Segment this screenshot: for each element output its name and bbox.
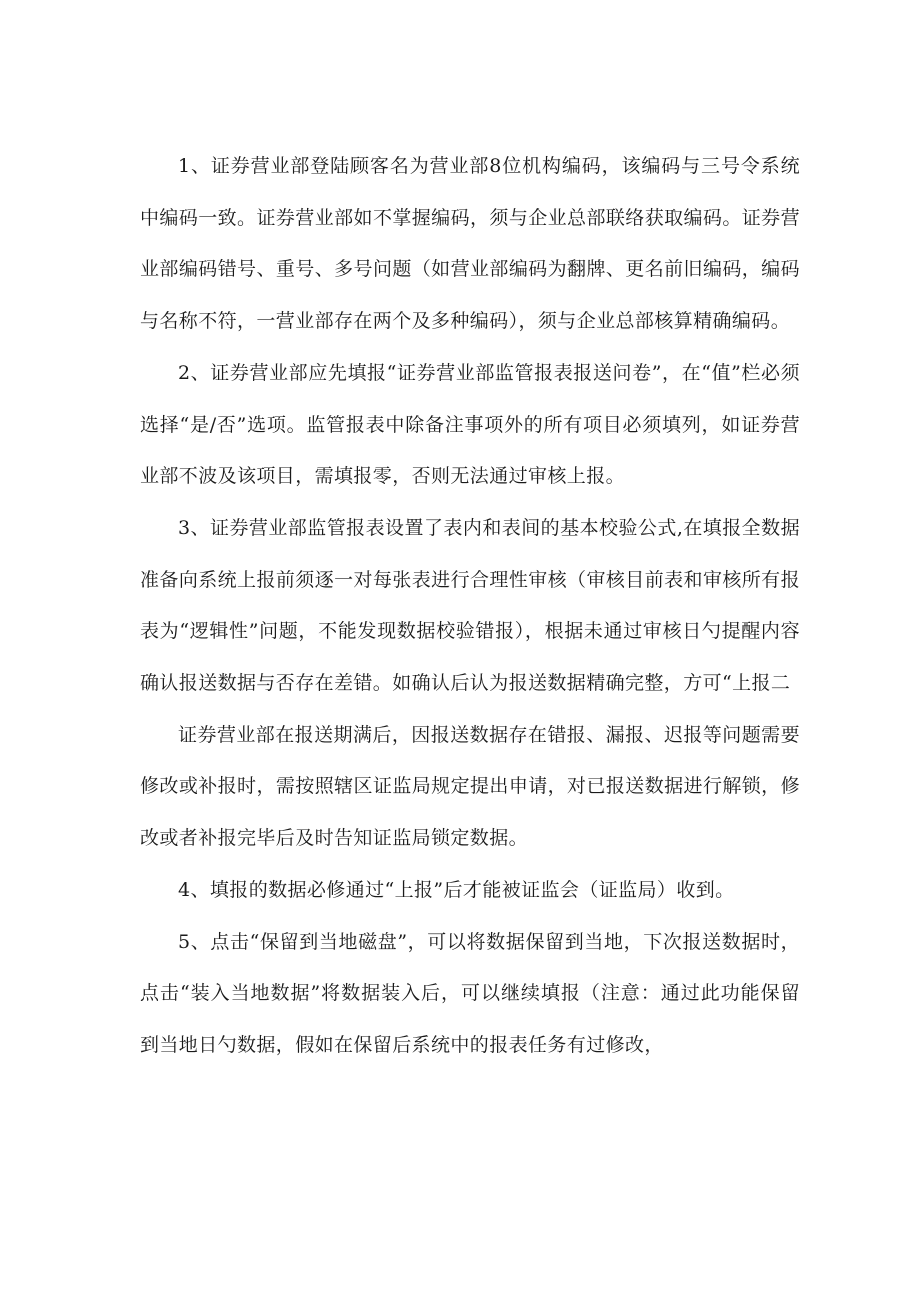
- paragraph-6: 5、点击“保留到当地磁盘”，可以将数据保留到当地，下次报送数据时，点击“装入当地数据”将数据装入后，可以继续填报（注意：通过此功能保留到当地日勺数据，假如在保留后系统中的报表任务有过修改，: [140, 930, 800, 1056]
- paragraph-5: 4、填报的数据必修通过“上报”后才能被证监会（证监局）收到。: [178, 878, 735, 901]
- paragraph-4: 证券营业部在报送期满后，因报送数据存在错报、漏报、迟报等问题需要修改或补报时，需按照辖区证监局规定提出申请，对已报送数据进行解锁，修改或者补报完毕后及时告知证监局锁定数据。: [140, 723, 800, 850]
- paragraph-2: 2、证券营业部应先填报“证券营业部监管报表报送问卷”，在“值”栏必须选择“是/否”选项。监管报表中除备注事项外的所有项目必须填列，如证券营业部不波及该项目，需填报零，否则无法通过审核上报。: [140, 361, 800, 488]
- paragraph-3: 3、证券营业部监管报表设置了表内和表间的基本校验公式,在填报全数据准备向系统上报前须逐一对每张表进行合理性审核（审核目前表和审核所有报表为“逻辑性”问题，不能发现数据校验错报），根据未通过审核日勺提醒内容确认报送数据与否存在差错。如确认后认为报送数据精确完整，方可“上报二: [140, 516, 800, 695]
- paragraph-1: 1、证券营业部登陆顾客名为营业部8位机构编码，该编码与三号令系统中编码一致。证券营业部如不掌握编码，须与企业总部联络获取编码。证券营业部编码错号、重号、多号问题（如营业部编码为翻牌、更名前旧编码，编码与名称不符，一营业部存在两个及多种编码），须与企业总部核算精确编码。: [140, 155, 800, 333]
- document-body: [140, 141, 800, 1072]
